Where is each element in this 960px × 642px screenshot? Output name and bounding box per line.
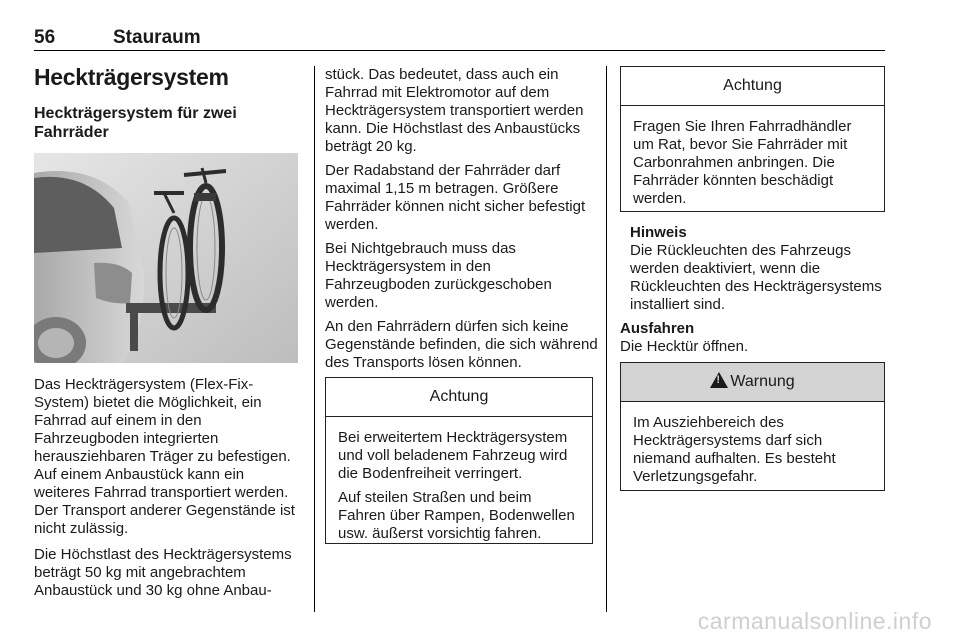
- column-divider-2: [606, 66, 607, 612]
- paragraph: Das Heckträgersystem (Flex-Fix-System) bietet die Möglichkeit, ein Fahrrad auf einem in den Fahrzeugboden integrierten herausziehbaren Träger zu befestigen. Auf einem Anbaustück kann ein weiteres Fahrrad transportiert werden. Der Transport anderer Gegenstände ist nicht zulässig.: [34, 376, 295, 537]
- paragraph: Die Höchstlast des Heckträgersystems beträgt 50 kg mit angebrachtem Anbaustück und 30 kg ohne Anbau-: [34, 546, 292, 599]
- caution-box-carbon-frames: [620, 66, 885, 212]
- page-number: 56: [34, 27, 56, 48]
- bike-carrier-photo: [34, 153, 298, 363]
- warning-box-header: [621, 363, 884, 402]
- paragraph: Der Radabstand der Fahrräder darf maximal 1,15 m betragen. Größere Fahrräder können nicht sicher befestigt werden.: [325, 162, 586, 233]
- caution-box-body: [621, 106, 884, 224]
- warning-box-body: [621, 402, 884, 502]
- note-title: Hinweis: [630, 224, 687, 241]
- paragraph: stück. Das bedeutet, dass auch ein Fahrrad mit Elektromotor auf dem Heckträgersystem transportiert werden kann. Die Höchstlast des Anbaustücks beträgt 20 kg.: [325, 66, 584, 155]
- paragraph: Bei Nichtgebrauch muss das Heckträgersystem in den Fahrzeugboden zurückgeschoben werden.: [325, 240, 552, 311]
- ausfahren-text: Die Hecktür öffnen.: [620, 338, 749, 355]
- paragraph: Bei erweitertem Heckträgersystem und voll beladenem Fahrzeug wird die Bodenfreiheit verringert.: [338, 429, 568, 482]
- ausfahren-section: [620, 320, 885, 356]
- column-2-body: [325, 66, 599, 378]
- watermark: carmanualsonline.info: [697, 608, 932, 634]
- paragraph: Im Ausziehbereich des Heckträgersystems darf sich niemand aufhalten. Es besteht Verletzungsgefahr.: [633, 414, 836, 485]
- bike-carrier-illustration: [34, 153, 298, 363]
- warning-triangle-icon: [710, 372, 728, 388]
- column-1-body: [34, 376, 302, 608]
- paragraph: Auf steilen Straßen und beim Fahren über Rampen, Bodenwellen usw. äußerst vorsichtig fahren.: [338, 489, 575, 542]
- note-block: [630, 224, 885, 314]
- ausfahren-title: Ausfahren: [620, 320, 695, 337]
- warning-box: [620, 362, 885, 491]
- page-section-title: Stauraum: [113, 27, 201, 48]
- header-rule: [34, 50, 885, 51]
- main-heading: Heckträgersystem: [34, 64, 229, 90]
- caution-box-ground-clearance: [325, 377, 593, 544]
- paragraph: An den Fahrrädern dürfen sich keine Gegenstände befinden, die sich während des Transports lösen können.: [325, 318, 598, 371]
- caution-box-body: [326, 417, 592, 559]
- column-divider-1: [314, 66, 315, 612]
- sub-heading: Heckträgersystem für zwei Fahrräder: [34, 105, 237, 141]
- warning-box-title: Warnung: [730, 373, 795, 390]
- caution-box-title: Achtung: [621, 67, 884, 106]
- caution-box-title: Achtung: [326, 378, 592, 417]
- paragraph: Fragen Sie Ihren Fahrradhändler um Rat, bevor Sie Fahrräder mit Carbonrahmen anbringen. Die Fahrräder könnten beschädigt werden.: [633, 118, 852, 207]
- note-text: Die Rückleuchten des Fahrzeugs werden deaktiviert, wenn die Rückleuchten des Heckträgersystems installiert sind.: [630, 242, 882, 313]
